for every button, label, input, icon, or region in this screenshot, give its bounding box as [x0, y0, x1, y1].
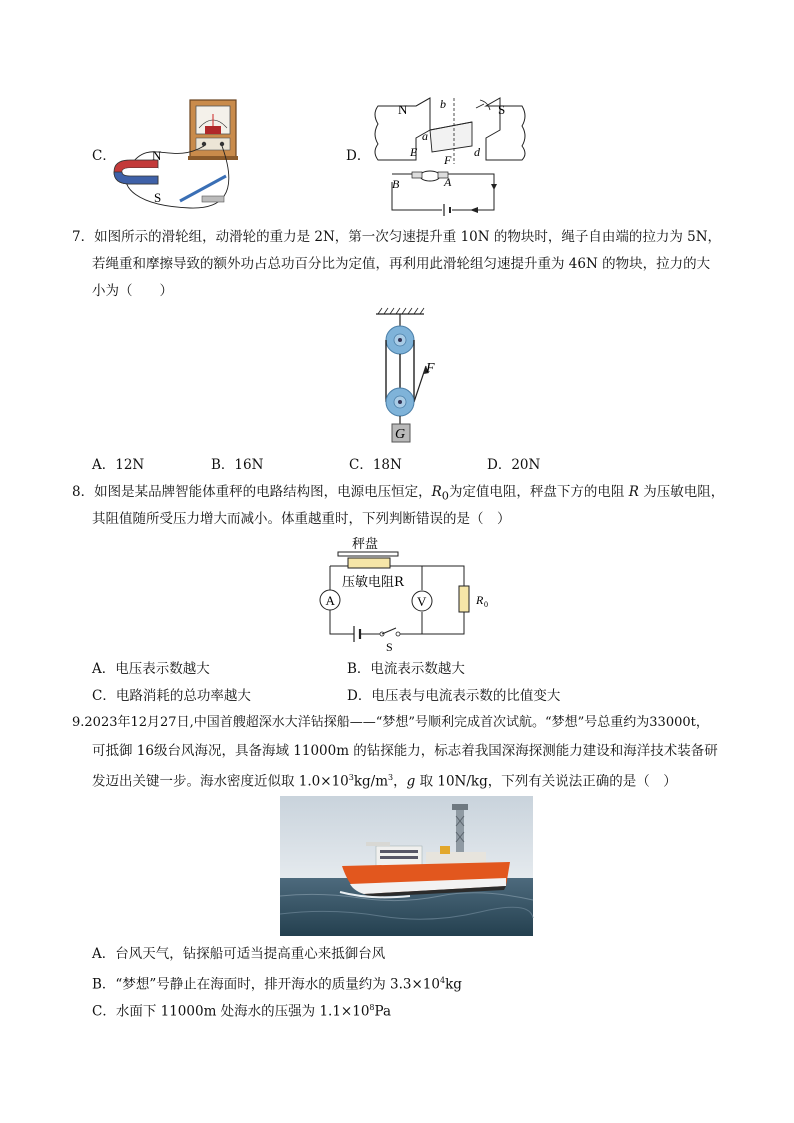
q7-text-line-1: 7．如图所示的滑轮组，动滑轮的重力是 2N，第一次匀速提升重 10N 的物块时，绳子自由端的拉力为 5N，	[72, 229, 722, 245]
fig-d-d: d	[474, 145, 480, 159]
q9-ship-photo	[280, 796, 533, 936]
q7-option-c: C．18N	[349, 457, 402, 473]
q9-option-b-part-b: kg	[445, 976, 462, 993]
scale-pan	[338, 552, 398, 556]
r0-label: R	[476, 593, 484, 607]
switch-label-s: S	[386, 640, 393, 654]
q9-option-b	[92, 971, 462, 995]
q9-option-a: A．台风天气，钻探船可适当提高重心来抵御台风	[92, 946, 386, 962]
fixed-resistor-r0	[459, 586, 469, 612]
q8-option-b: B．电流表示数越大	[347, 661, 465, 677]
q9-text-line-2: 可抵御 16级台风海况，具备海域 11000m 的钻探能力，标志着我国深海探测能力建设和海洋技术装备研	[92, 743, 718, 759]
q8-line1-r: R	[628, 484, 639, 500]
q9-option-c-part-a: C．水面下 11000m 处海水的压强为 1.1×10	[92, 1003, 370, 1020]
q9-option-c-part-b: Pa	[374, 1003, 392, 1020]
q7-text-line-3: 小为（ ）	[92, 283, 173, 299]
q9-line3-sup1: 3	[348, 773, 354, 782]
q7-option-a: A．12N	[92, 457, 145, 473]
q8-line1-part-a: 8．如图是某品牌智能体重秤的电路结构图，电源电压恒定，	[72, 484, 432, 500]
q9-option-c-sup: 8	[369, 1003, 375, 1012]
q9-text-line-3	[92, 768, 677, 792]
q9-option-b-sup: 4	[439, 976, 446, 985]
q7-option-b: B．16N	[211, 457, 264, 473]
force-label-f: F	[426, 361, 435, 376]
q9-text-line-1: 9.2023年12月27日,中国首艘超深水大洋钻探船——“梦想”号顺利完成首次试航。“梦想”号总重约为33000t，	[72, 715, 709, 730]
q8-line1-r0-sub: 0	[441, 489, 449, 503]
fig-d-b-brush: B	[392, 177, 400, 191]
q8-option-c: C．电路消耗的总功率越大	[92, 688, 251, 704]
fig-c-n-pole: N	[152, 148, 162, 163]
q9-line3-part-c: ，	[393, 773, 407, 790]
fig-d-e: E	[410, 145, 418, 159]
q8-line1-part-c: 为压敏电阻，	[638, 484, 725, 500]
q8-circuit-figure	[316, 534, 516, 652]
fig-d-b: b	[440, 97, 446, 111]
q9-line3-part-a: 发迈出关键一步。海水密度近似取 1.0×10	[92, 773, 349, 790]
q9-line3-sup2: 3	[388, 773, 394, 782]
pan-label: 秤盘	[352, 537, 379, 552]
fig-c-s-pole: S	[154, 190, 162, 205]
voltmeter-label: V	[417, 594, 427, 609]
q8-line1-r0: R	[431, 484, 442, 500]
pressure-resistor-label: 压敏电阻R	[342, 575, 404, 590]
fig-d-f: F	[444, 153, 452, 167]
q6-figure-c	[110, 96, 260, 214]
q9-line3-part-b: kg/m	[353, 773, 389, 790]
weight-label-g: G	[395, 427, 406, 442]
fig-d-a: a	[422, 129, 428, 143]
fig-d-a-brush: A	[444, 175, 452, 189]
q6-figure-d	[372, 94, 542, 216]
q8-option-d: D．电压表与电流表示数的比值变大	[347, 688, 561, 704]
ammeter-label: A	[325, 593, 335, 608]
q8-line1-part-b: 为定值电阻，秤盘下方的电阻	[448, 484, 629, 500]
q6-option-c-label: C．	[92, 148, 116, 164]
q6-option-d-label: D．	[346, 148, 371, 164]
q9-option-b-part-a: B．“梦想”号静止在海面时，排开海水的质量约为 3.3×10	[92, 976, 440, 993]
q7-option-d: D．20N	[487, 457, 541, 473]
r0-sub-label: 0	[484, 600, 488, 609]
fig-d-s-pole: S	[498, 102, 506, 117]
q7-pulley-figure	[368, 306, 448, 448]
q7-text-line-2: 若绳重和摩擦导致的额外功占总功百分比为定值，再利用此滑轮组匀速提升重为 46N 的物块，拉力的大	[92, 256, 711, 272]
q8-text-line-2: 其阻值随所受压力增大而减小。体重越重时，下列判断错误的是（ ）	[92, 511, 511, 527]
q9-option-c	[92, 998, 391, 1022]
pressure-resistor	[348, 558, 390, 568]
q9-line3-part-d: 取 10N/kg，下列有关说法正确的是（ ）	[415, 773, 677, 790]
fig-d-n-pole: N	[398, 102, 408, 117]
q8-option-a: A．电压表示数越大	[92, 661, 210, 677]
q9-line3-g: g	[406, 773, 416, 790]
q8-text-line-1	[72, 482, 724, 507]
